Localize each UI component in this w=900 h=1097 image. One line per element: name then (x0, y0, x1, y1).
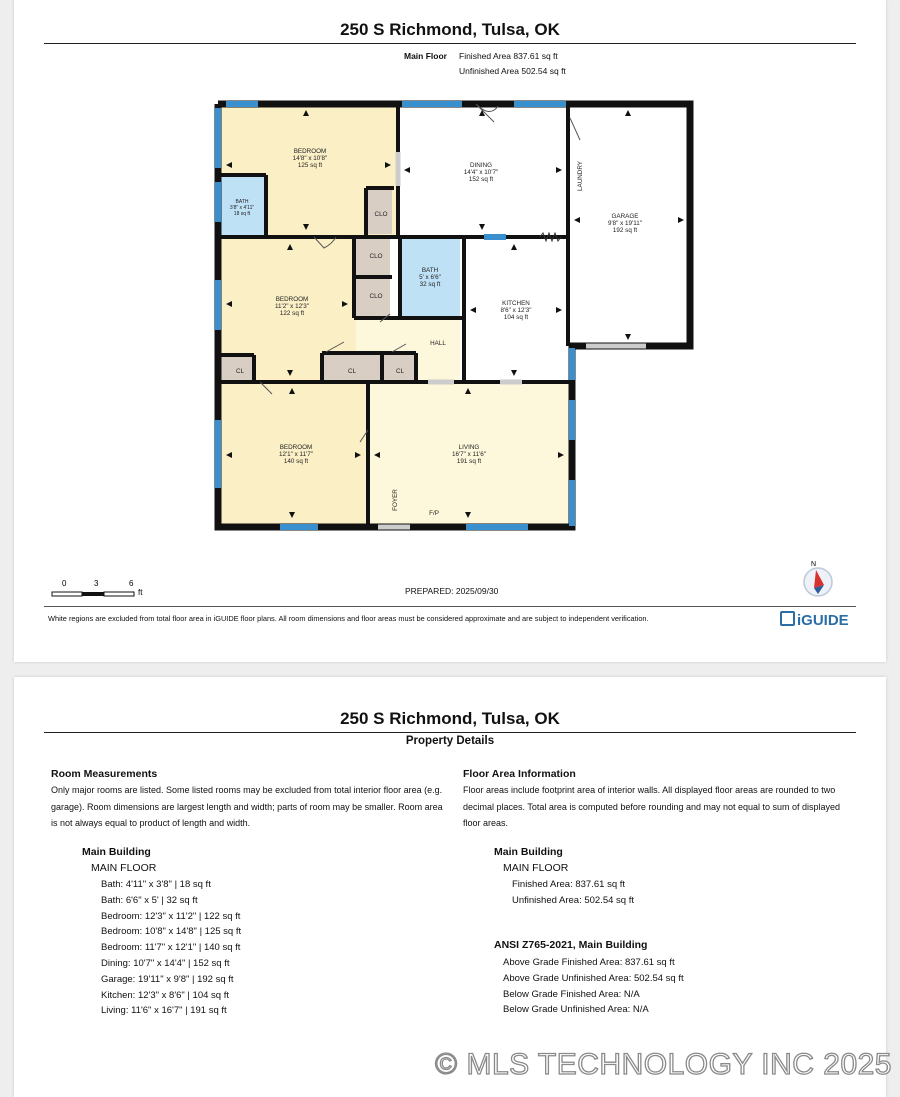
floor-label: Main Floor (404, 51, 447, 61)
room-name: GARAGE (611, 213, 639, 220)
room-measurements-text: Only major rooms are listed. Some listed rooms may be excluded from total interior floor area (e.g. garage). Room dimensions are largest length and width; parts of room may be smaller. Room area is not always equal to product of length and width. (51, 785, 443, 828)
list-item: Dining: 10'7" x 14'4" | 152 sq ft (101, 957, 230, 969)
scale-unit: ft (138, 588, 143, 597)
room-name: BATH (421, 267, 439, 274)
building-heading: Main Building (494, 846, 563, 858)
closet-label: CLO (374, 211, 388, 218)
room-area: 140 sq ft (283, 458, 309, 465)
building-heading: Main Building (82, 846, 151, 858)
list-item: Unfinished Area: 502.54 sq ft (512, 894, 634, 906)
room-area: 122 sq ft (279, 310, 305, 317)
room-name: BATH (235, 199, 249, 205)
page-subtitle: Property Details (405, 735, 495, 747)
list-item: Garage: 19'11" x 9'8" | 192 sq ft (101, 973, 234, 985)
watermark: © MLS TECHNOLOGY INC 2025 (435, 1048, 892, 1081)
disclaimer: White regions are excluded from total floor area in iGUIDE floor plans. All room dimensions and floor areas must be considered approximate and are subject to independent verification. (48, 614, 649, 623)
prepared-date: PREPARED: 2025/09/30 (405, 586, 499, 596)
list-item: Bedroom: 11'7" x 12'1" | 140 sq ft (101, 942, 241, 954)
list-item: Bath: 6'6" x 5' | 32 sq ft (101, 894, 198, 906)
foyer-label: FOYER (392, 489, 399, 511)
list-item: Above Grade Unfinished Area: 502.54 sq ft (503, 972, 684, 984)
room-area: 18 sq ft (233, 211, 251, 217)
room-area: 32 sq ft (419, 281, 441, 288)
laundry-label: LAUNDRY (577, 161, 584, 191)
iguide-logo (780, 611, 849, 629)
floor-plan (14, 0, 886, 600)
room-area: 104 sq ft (503, 314, 529, 321)
property-details-page (14, 677, 886, 1097)
closet-label: CL (395, 368, 405, 375)
room-name: BEDROOM (293, 148, 327, 155)
room-area: 191 sq ft (456, 458, 482, 465)
area-list (512, 877, 634, 909)
logo-text: iGUIDE (797, 612, 849, 629)
list-item: Living: 11'6" x 16'7" | 191 sq ft (101, 1005, 227, 1017)
compass-n: N (811, 561, 817, 568)
room-measurements-heading: Room Measurements (51, 768, 158, 780)
floor-plan-page (14, 0, 886, 662)
room-dims: 9'8" x 19'11" (607, 220, 643, 227)
closet-label: CLO (369, 293, 383, 300)
floor-area-text: Floor areas include footprint area of interior walls. All displayed floor areas are rounded to two decimal places. Total area is computed before rounding and may not equal to sum of displayed floor areas. (463, 785, 841, 828)
room-dims: 16'7" x 11'6" (451, 451, 487, 458)
room-dims: 14'4" x 10'7" (463, 169, 499, 176)
fireplace-label: F/P (429, 510, 439, 517)
page-title: 250 S Richmond, Tulsa, OK (340, 20, 560, 39)
list-item: Bath: 4'11" x 3'8" | 18 sq ft (101, 879, 211, 890)
room-name: LIVING (458, 444, 480, 451)
room-area: 152 sq ft (468, 176, 494, 183)
room-list (101, 877, 241, 1019)
logo-icon (780, 611, 795, 626)
hall-label: HALL (430, 340, 446, 347)
list-item: Bedroom: 10'8" x 14'8" | 125 sq ft (101, 926, 242, 938)
unfinished-area: Unfinished Area 502.54 sq ft (459, 66, 566, 76)
ansi-heading: ANSI Z765-2021, Main Building (494, 939, 648, 951)
page-title: 250 S Richmond, Tulsa, OK (340, 709, 560, 728)
room-dims: 8'6" x 12'3" (500, 307, 532, 314)
closet-label: CLO (369, 253, 383, 260)
list-item: Finished Area: 837.61 sq ft (512, 879, 626, 890)
room-dims: 3'8" x 4'11" (229, 205, 255, 211)
list-item: Bedroom: 12'3" x 11'2" | 122 sq ft (101, 910, 241, 922)
room-name: BEDROOM (279, 444, 313, 451)
room-name: BEDROOM (275, 296, 309, 303)
room-dims: 12'1" x 11'7" (278, 451, 314, 458)
closet-label: CL (347, 368, 357, 375)
list-item: Below Grade Unfinished Area: N/A (503, 1004, 649, 1016)
scale-bar (52, 579, 143, 597)
room-dims: 11'2" x 12'3" (274, 303, 310, 310)
room-dims: 14'8" x 10'8" (292, 155, 328, 162)
footer-rule (44, 606, 856, 607)
scale-tick: 3 (94, 579, 99, 588)
ansi-list (503, 955, 684, 1018)
list-item: Above Grade Finished Area: 837.61 sq ft (503, 957, 675, 968)
scale-tick: 6 (129, 579, 134, 588)
list-item: Below Grade Finished Area: N/A (503, 988, 640, 1000)
compass-icon (804, 561, 832, 596)
floor-heading: MAIN FLOOR (91, 862, 157, 874)
room-dims: 5' x 6'6" (419, 274, 441, 281)
room-name: KITCHEN (502, 300, 530, 307)
list-item: Kitchen: 12'3" x 8'6" | 104 sq ft (101, 989, 229, 1001)
scale-tick: 0 (62, 579, 67, 588)
title-rule (44, 732, 856, 733)
room-area: 192 sq ft (612, 227, 638, 234)
floor-area-heading: Floor Area Information (463, 768, 576, 780)
floor-heading: MAIN FLOOR (503, 862, 569, 874)
room-name: DINING (469, 162, 493, 169)
closet-label: CL (235, 368, 245, 375)
finished-area: Finished Area 837.61 sq ft (459, 51, 558, 61)
room-area: 125 sq ft (297, 162, 323, 169)
